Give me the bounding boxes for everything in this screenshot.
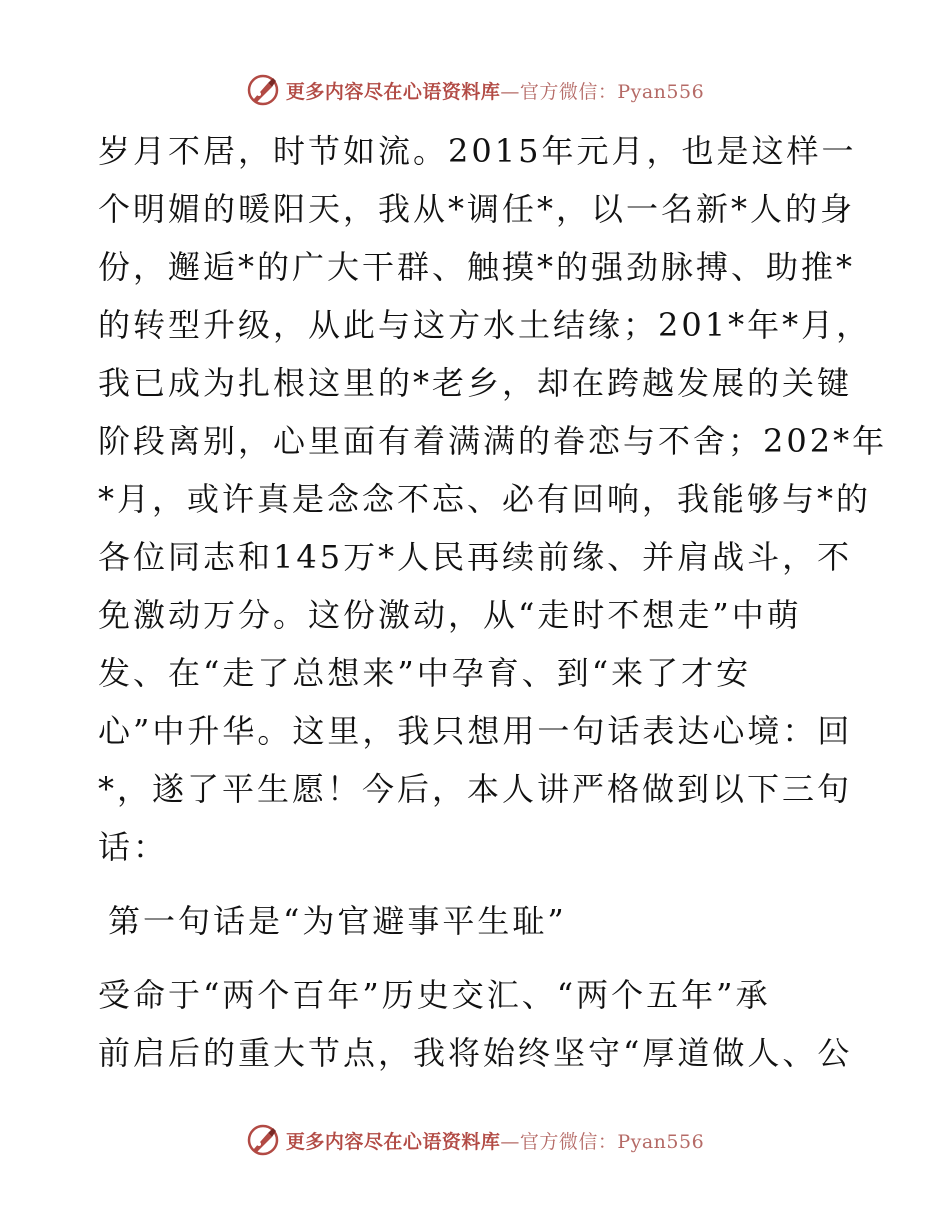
- text-line: 各位同志和145万*人民再续前缘、并肩战斗，不: [98, 538, 853, 576]
- watermark-contact: —官方微信：Pyan556: [500, 1130, 705, 1153]
- paragraph-2: [98, 966, 858, 1082]
- watermark-text: [286, 77, 704, 104]
- text-line: 心”中升华。这里，我只想用一句话表达心境：回: [98, 712, 853, 750]
- watermark-footer: [0, 1120, 950, 1160]
- text-line: 的转型升级，从此与这方水土结缘；201*年*月，: [98, 306, 872, 344]
- text-line: 受命于“两个百年”历史交汇、“两个五年”承: [98, 976, 771, 1014]
- pen-logo-icon: [246, 73, 280, 107]
- text-line: *月，或许真是念念不忘、必有回响，我能够与*的: [98, 480, 872, 518]
- text-line: *，遂了平生愿！今后，本人讲严格做到以下三句: [98, 770, 853, 808]
- text-line: 发、在“走了总想来”中孕育、到“来了才安: [98, 654, 752, 692]
- text-line: 我已成为扎根这里的*老乡，却在跨越发展的关键: [98, 364, 853, 402]
- watermark-brand: 更多内容尽在心语资料库: [285, 1130, 501, 1153]
- watermark-contact: —官方微信：Pyan556: [500, 80, 705, 103]
- watermark-text: [286, 1127, 704, 1154]
- watermark-brand: 更多内容尽在心语资料库: [285, 80, 501, 103]
- text-line: 阶段离别，心里面有着满满的眷恋与不舍；202*年: [98, 422, 888, 460]
- document-body: [98, 122, 888, 1082]
- text-line: 岁月不居，时节如流。2015年元月，也是这样一: [98, 132, 857, 170]
- text-line: 话：: [98, 828, 169, 866]
- text-line: 免激动万分。这份激动，从“走时不想走”中萌: [98, 596, 802, 634]
- text-line: 份，邂逅*的广大干群、触摸*的强劲脉搏、助推*: [98, 248, 856, 286]
- pen-logo-icon: [246, 1123, 280, 1157]
- paragraph-1: [98, 122, 888, 876]
- watermark-header: [0, 70, 950, 110]
- text-line: 前启后的重大节点，我将始终坚守“厚道做人、公: [98, 1034, 853, 1072]
- section-heading-1: 第一句话是“为官避事平生耻”: [108, 902, 567, 940]
- text-line: 个明媚的暖阳天，我从*调任*，以一名新*人的身: [98, 190, 856, 228]
